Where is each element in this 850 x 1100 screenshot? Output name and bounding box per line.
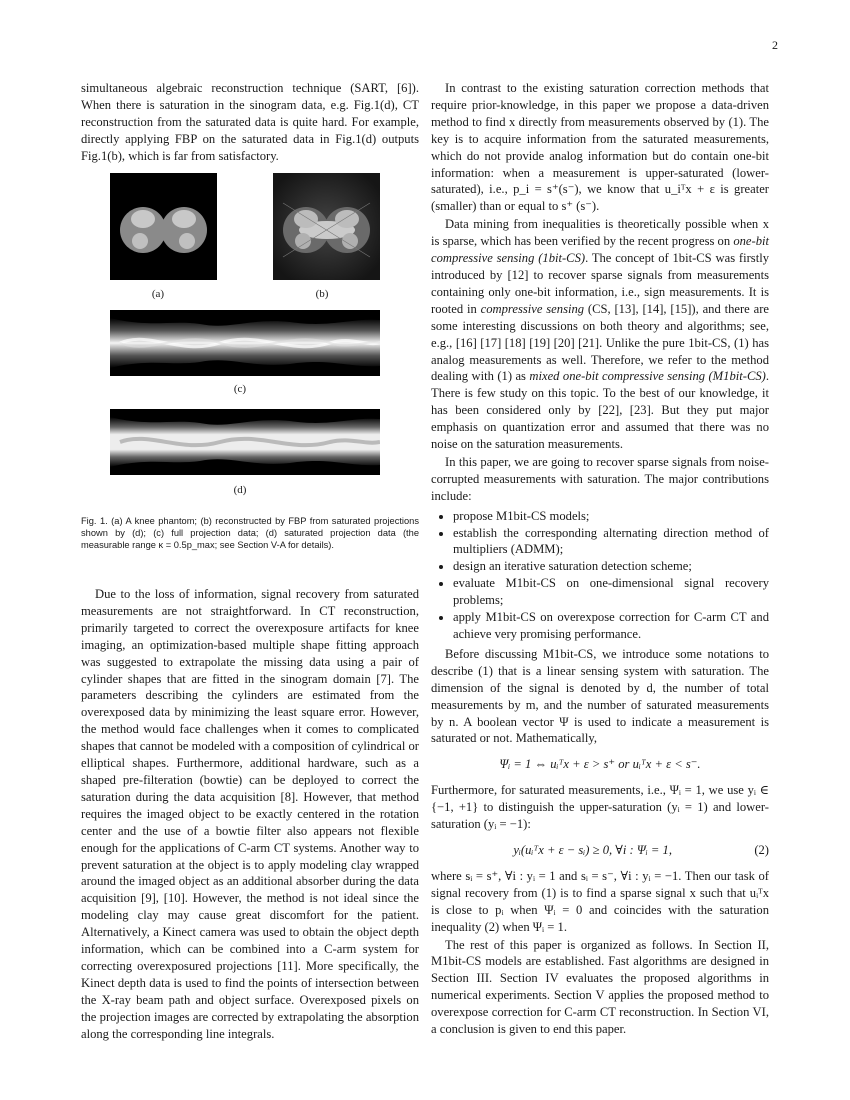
figure-1a-knee-phantom bbox=[110, 173, 217, 280]
figure-1a-label: (a) bbox=[151, 288, 165, 300]
equation-2 bbox=[431, 842, 769, 859]
dm-em-cs: compressive sensing bbox=[480, 301, 585, 316]
saturation-sign-paragraph: Furthermore, for saturated measurements, i.e., Ψᵢ = 1, we use yᵢ ∈ {−1, +1} to distinguish the upper-saturation (yᵢ = 1) and lower-saturation (yᵢ = −1): bbox=[431, 783, 769, 832]
equation-saturation-indicator: Ψᵢ = 1 ⇔ uᵢᵀx + ε > s⁺ or uᵢᵀx + ε < s⁻. bbox=[499, 757, 701, 772]
equation-2-number: (2) bbox=[754, 842, 769, 857]
right-column bbox=[431, 80, 769, 1038]
figure-1b-fbp-reconstruction bbox=[273, 173, 380, 280]
list-item: • establish the corresponding alternating direction method of multipliers (ADMM); bbox=[453, 525, 769, 559]
full-projection-sinogram bbox=[110, 310, 380, 376]
figure-1b-label: (b) bbox=[315, 288, 329, 300]
dm-em-m1bitcs: mixed one-bit compressive sensing (M1bit-CS) bbox=[529, 369, 766, 384]
task-paragraph: where sᵢ = s⁺, ∀i : yᵢ = 1 and sᵢ = s⁻, ∀i : yᵢ = −1. Then our task of signal recovery from (1) is to find a sparse signal x such that uᵢᵀx is close to pᵢ when Ψᵢ = 0 and coincides with the saturation inequality (2) when Ψᵢ = 1. bbox=[431, 868, 769, 934]
figure-1c-label: (c) bbox=[233, 383, 247, 395]
figure-1-caption: Fig. 1. (a) A knee phantom; (b) reconstructed by FBP from saturated projections shown by (d); (c) full projection data; (d) saturated projection data (the measurable range κ = 0.5p_max; see Section V-A for details). bbox=[81, 516, 419, 550]
data-mining-paragraph bbox=[431, 216, 769, 453]
left-column bbox=[81, 80, 419, 165]
knee-phantom-image bbox=[110, 173, 217, 280]
dm-text-1: Data mining from inequalities is theoretically possible when x is sparse, which has been verified by the recent progress on bbox=[431, 217, 769, 249]
dm-text-3: (CS, [13], [14], [15]), and there are some interesting discussions on both theory and algorithms; see, e.g., [16] [17] [18] [19] [20] [21]. Unlike the pure 1bit-CS, (1) has analog measurements as well. Therefore, we refer to the method dealing with (1) as bbox=[431, 301, 769, 384]
saturated-projection-sinogram bbox=[110, 409, 380, 475]
list-item: • evaluate M1bit-CS on one-dimensional signal recovery problems; bbox=[453, 575, 769, 609]
list-item: • apply M1bit-CS on overexpose correction for C-arm CT and achieve very promising performance. bbox=[453, 609, 769, 643]
organization-paragraph: The rest of this paper is organized as follows. In Section II, M1bit-CS models are established. Fast algorithms are designed in Section III. Section IV evaluates the proposed algorithms in numerical experiments. Section V applies the proposed method to overexpose correction for C-arm CT reconstruction. In Section VI, a conclusion is given to end this paper. bbox=[431, 937, 769, 1037]
overexposure-methods-paragraph: Due to the loss of information, signal recovery from saturated measurements are not straightforward. In CT reconstruction, primarily targeted to correct the overexposure artifacts for knee imaging, an optimization-based multiple shape fitting approach was suggested to extrapolate the missing data using a pair of cylinder shapes that are fitted in the sinogram domain [7]. The parameters describing the cylinders are estimated from the overexposed data by minimizing the least square error. However, the method would face challenges when it comes to complicated shapes that cannot be modeled with a composition of cylindrical or elliptical shapes. Furthermore, additional hardware, such as a shaped pre-filteration (bowtie) can be deployed to correct the saturation during the data acquisition [8]. However, that method requires the imaged object to be exactly centered in the rotation center and the use of a bowtie filter also appears not flexible enough for the applications of C-arm CT systems. Another way to prevent saturation at the object is to apply modeling clay wrapped around the imaged object as an additional absorber during the data acquisition [9], [10]. However, the method is not ideal since the modeling clay may cause great discomfort for the patient. Alternatively, a Kinect camera was used to obtain the object depth information, which can be combined into a C-arm system for correcting overexposured projections [11]. More specifically, the Kinect depth data is used to find the points of intersection between the X-ray beam path and object surface. Overexposed pixels on the projection images are corrected by extrapolating the absorption along the corresponding line integrals. bbox=[81, 587, 419, 1041]
intro-paragraph: simultaneous algebraic reconstruction technique (SART, [6]). When there is saturation in the sinogram data, e.g. Fig.1(d), CT reconstruction from the saturated data is quite hard. For example, directly applying FBP on the saturated data in Fig.1(d) outputs Fig.1(b), which is far from satisfactory. bbox=[81, 81, 419, 163]
notation-paragraph: Before discussing M1bit-CS, we introduce some notations to describe (1) that is a linear sensing system with saturation. The dimension of the signal is denoted by d, the number of total measurements by m, and the number of saturated measurements by n. A boolean vector Ψ is used to indicate a measurement is saturated or not. Mathematically, bbox=[431, 646, 769, 746]
contrast-paragraph: In contrast to the existing saturation correction methods that require prior-knowledge, in this paper we propose a data-driven method to find x directly from measurements observed by (1). The key is to acquire information from the saturated measurements, which do not provide analog information but do contain one-bit information: when a measurement is upper-saturated (lower-saturated), i.e., p_i = s⁺(s⁻), we know that u_iᵀx + ε is greater (smaller) than or equal to s⁺ (s⁻). bbox=[431, 81, 769, 214]
contributions-list bbox=[431, 508, 769, 643]
figure-1d-label: (d) bbox=[233, 484, 247, 496]
fbp-reconstruction-image bbox=[273, 173, 380, 280]
list-item: • design an iterative saturation detection scheme; bbox=[453, 558, 769, 575]
page-number: 2 bbox=[772, 38, 778, 52]
dm-text-4: . There is few study on this topic. To the best of our knowledge, it has been considered only by [22], [23]. But they put major emphasis on quantization error and assumed that there was no noise on the saturation measurements. bbox=[431, 369, 769, 452]
list-item: • propose M1bit-CS models; bbox=[453, 508, 769, 525]
dm-em-1bitcs: one-bit compressive sensing (1bit-CS) bbox=[431, 234, 769, 266]
dm-text-2: . The concept of 1bit-CS was firstly introduced by [12] to recover sparse signals from measurements containing only one-bit information, i.e., sign measurements. It is rooted in bbox=[431, 251, 769, 316]
figure-1c-full-projection bbox=[110, 310, 380, 376]
equation-2-body: yᵢ(uᵢᵀx + ε − sᵢ) ≥ 0, ∀i : Ψᵢ = 1, bbox=[513, 842, 672, 857]
left-column-lower bbox=[81, 586, 419, 1042]
figure-1d-saturated-projection bbox=[110, 409, 380, 475]
contributions-intro-paragraph: In this paper, we are going to recover sparse signals from noise-corrupted measurements with saturation. The major contributions include: bbox=[431, 454, 769, 503]
